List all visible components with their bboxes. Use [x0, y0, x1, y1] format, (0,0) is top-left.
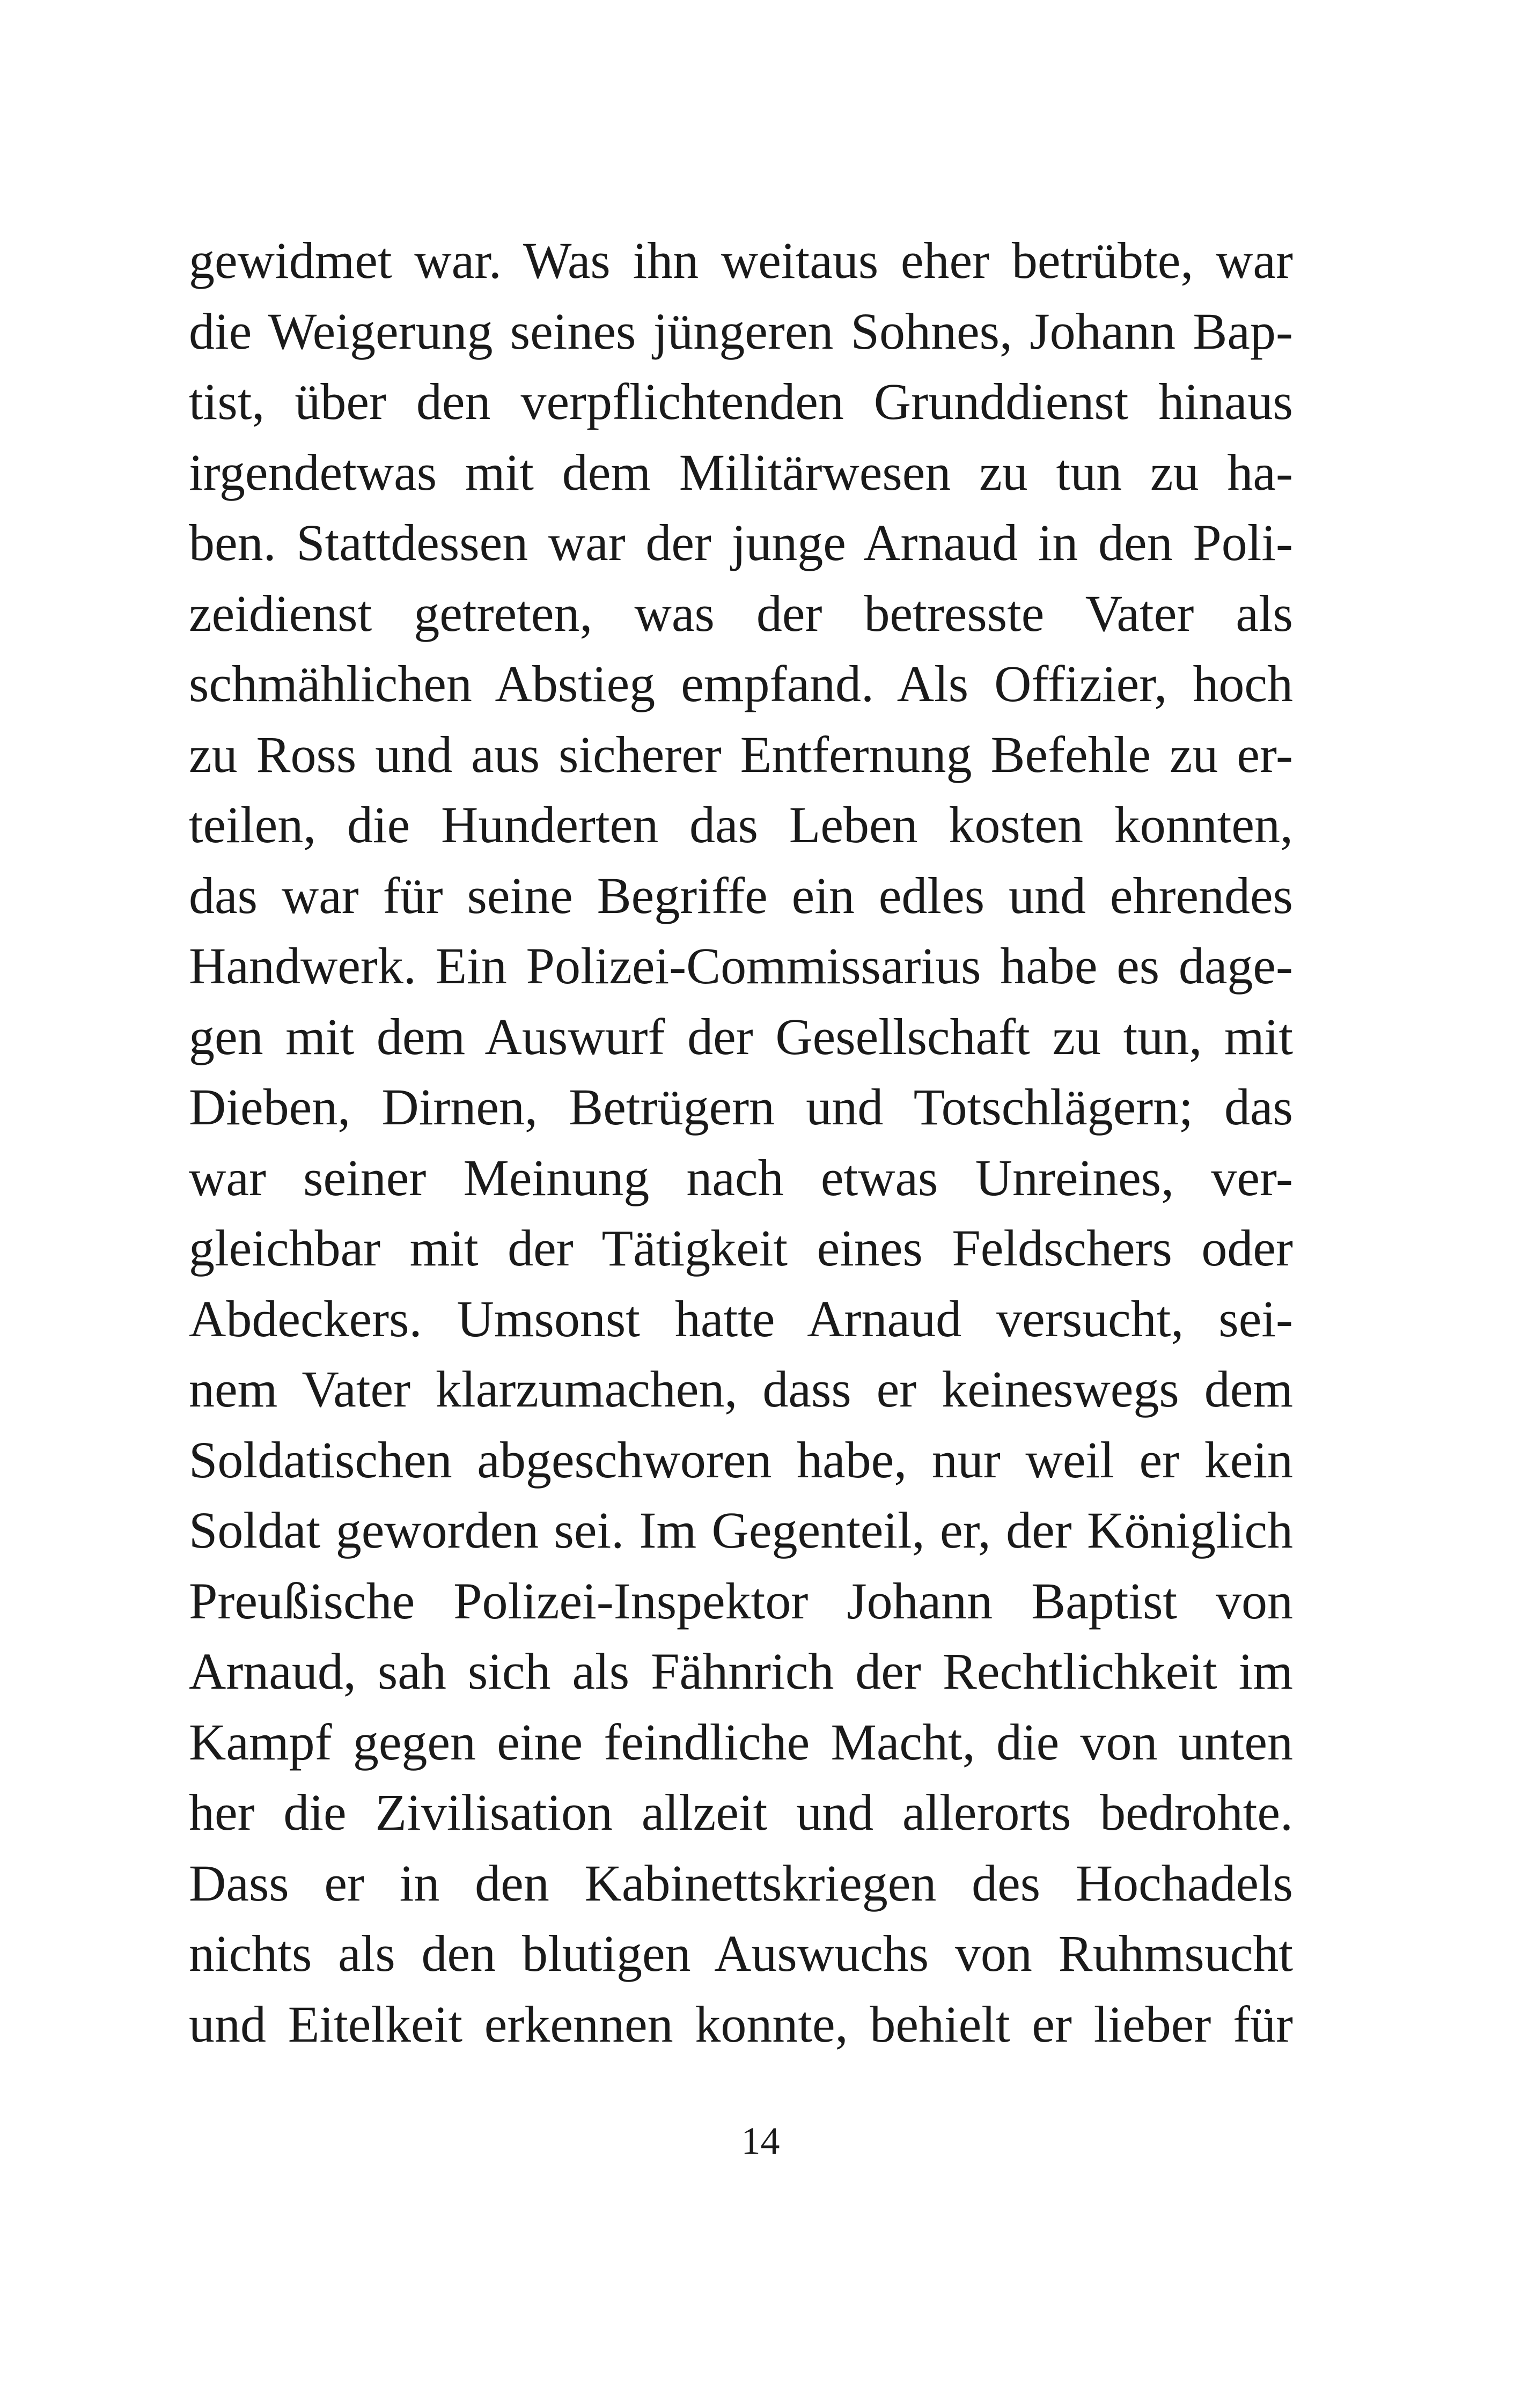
text-line: Abdeckers. Umsonst hatte Arnaud versucht, sei-: [189, 1290, 1293, 1347]
page-number: 14: [741, 2119, 780, 2162]
text-line: das war für seine Begriffe ein edles und ehrendes: [189, 866, 1293, 924]
text-line: Preußische Polizei-Inspektor Johann Baptist von: [189, 1572, 1293, 1630]
text-line: die Weigerung seines jüngeren Sohnes, Johann Bap-: [189, 302, 1293, 360]
text-line: Soldatischen abgeschworen habe, nur weil er kein: [189, 1431, 1293, 1489]
text-line: gleichbar mit der Tätigkeit eines Feldschers oder: [189, 1219, 1293, 1277]
text-line: zu Ross und aus sicherer Entfernung Befehle zu er-: [189, 725, 1293, 783]
text-line: her die Zivilisation allzeit und allerorts bedrohte.: [189, 1784, 1293, 1841]
text-line: nichts als den blutigen Auswuchs von Ruhmsucht: [189, 1925, 1293, 1982]
text-line: Dieben, Dirnen, Betrügern und Totschlägern; das: [189, 1078, 1293, 1136]
text-line: ben. Stattdessen war der junge Arnaud in den Poli-: [189, 514, 1293, 571]
text-line: war seiner Meinung nach etwas Unreines, ver-: [189, 1148, 1293, 1206]
text-line: gewidmet war. Was ihn weitaus eher betrübte, war: [189, 232, 1293, 289]
text-line: nem Vater klarzumachen, dass er keineswegs dem: [189, 1360, 1293, 1418]
text-line: und Eitelkeit erkennen konnte, behielt er lieber für: [189, 1995, 1293, 2053]
text-line: Dass er in den Kabinettskriegen des Hochadels: [189, 1854, 1293, 1912]
text-line: schmählichen Abstieg empfand. Als Offizier, hoch: [189, 655, 1293, 712]
text-line: Handwerk. Ein Polizei-Commissarius habe es dage-: [189, 937, 1293, 995]
text-line: Arnaud, sah sich als Fähnrich der Rechtlichkeit im: [189, 1643, 1293, 1700]
text-line: teilen, die Hunderten das Leben kosten konnten,: [189, 796, 1293, 853]
text-line: gen mit dem Auswurf der Gesellschaft zu tun, mit: [189, 1007, 1293, 1065]
text-line: tist, über den verpflichtenden Grunddienst hinaus: [189, 373, 1293, 430]
body-text: [189, 225, 1293, 2059]
text-line: irgendetwas mit dem Militärwesen zu tun zu ha-: [189, 443, 1293, 501]
text-line: Soldat geworden sei. Im Gegenteil, er, der Königlich: [189, 1501, 1293, 1559]
text-line: zeidienst getreten, was der betresste Vater als: [189, 584, 1293, 642]
text-line: Kampf gegen eine feindliche Macht, die von unten: [189, 1713, 1293, 1771]
